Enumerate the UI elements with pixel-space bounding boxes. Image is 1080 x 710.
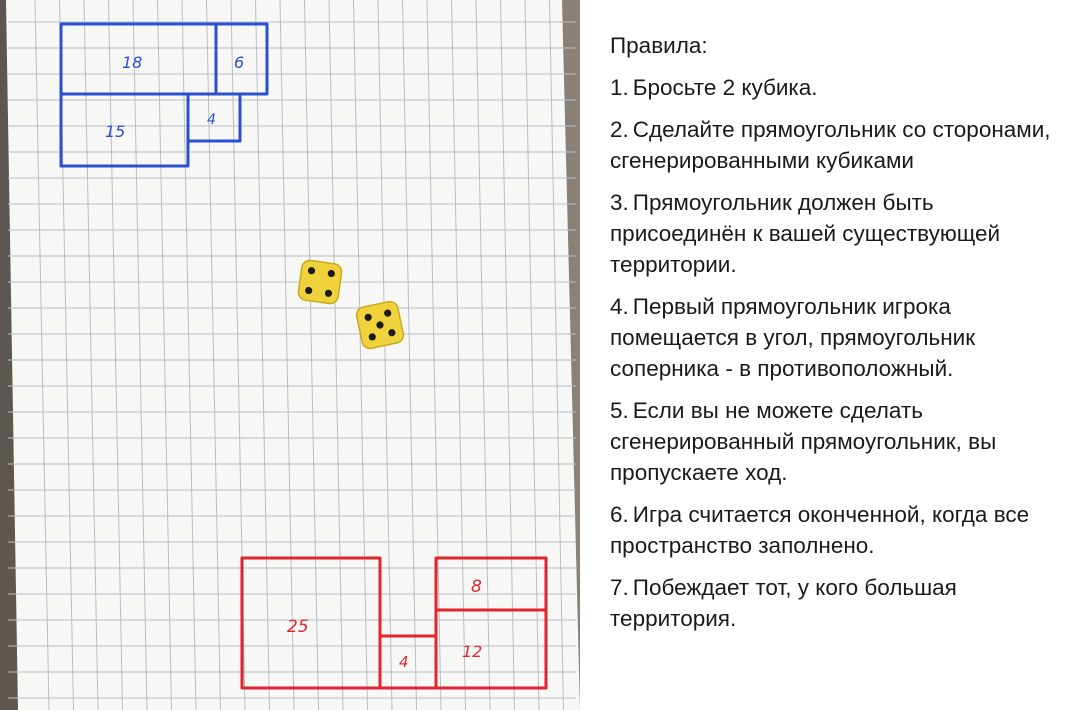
- rule-3: [610, 187, 1060, 280]
- rule-number: 6.: [610, 502, 629, 527]
- red-area-8: 8: [471, 577, 482, 597]
- rule-text: Если вы не можете сделать сгенерированный прямоугольник, вы пропускаете ход.: [610, 398, 997, 485]
- rule-text: Сделайте прямоугольник со сторонами, сгенерированными кубиками: [610, 117, 1051, 173]
- rule-1: [610, 72, 1060, 103]
- rule-number: 7.: [610, 575, 629, 600]
- blue-area-18: 18: [122, 53, 143, 72]
- rule-number: 5.: [610, 398, 629, 423]
- paper-sheet: [6, 0, 580, 710]
- rule-number: 1.: [610, 75, 629, 100]
- rule-text: Бросьте 2 кубика.: [632, 75, 818, 100]
- blue-area-4: 4: [207, 112, 216, 128]
- rule-text: Побеждает тот, у кого большая территория.: [610, 575, 957, 631]
- rule-text: Игра считается оконченной, когда все пространство заполнено.: [610, 502, 1030, 558]
- red-area-25: 25: [287, 617, 309, 637]
- rule-5: [610, 395, 1060, 488]
- rule-2: [610, 114, 1060, 176]
- rule-6: [610, 499, 1060, 561]
- red-area-4: 4: [399, 653, 409, 671]
- rule-number: 3.: [610, 190, 629, 215]
- die-five[interactable]: [355, 300, 405, 350]
- die-four[interactable]: [297, 259, 342, 304]
- rules-title: Правила:: [610, 33, 708, 58]
- rule-number: 4.: [610, 294, 629, 319]
- red-area-12: 12: [462, 642, 483, 661]
- die-body: [297, 259, 342, 304]
- rules-panel: [610, 30, 1060, 645]
- rule-text: Прямоугольник должен быть присоединён к вашей существующей территории.: [610, 190, 1001, 277]
- blue-area-15: 15: [105, 122, 126, 141]
- rule-4: [610, 291, 1060, 384]
- rule-text: Первый прямоугольник игрока помещается в угол, прямоугольник соперника - в противоположный.: [610, 294, 976, 381]
- blue-area-6: 6: [234, 53, 245, 72]
- rule-number: 2.: [610, 117, 629, 142]
- rule-7: [610, 572, 1060, 634]
